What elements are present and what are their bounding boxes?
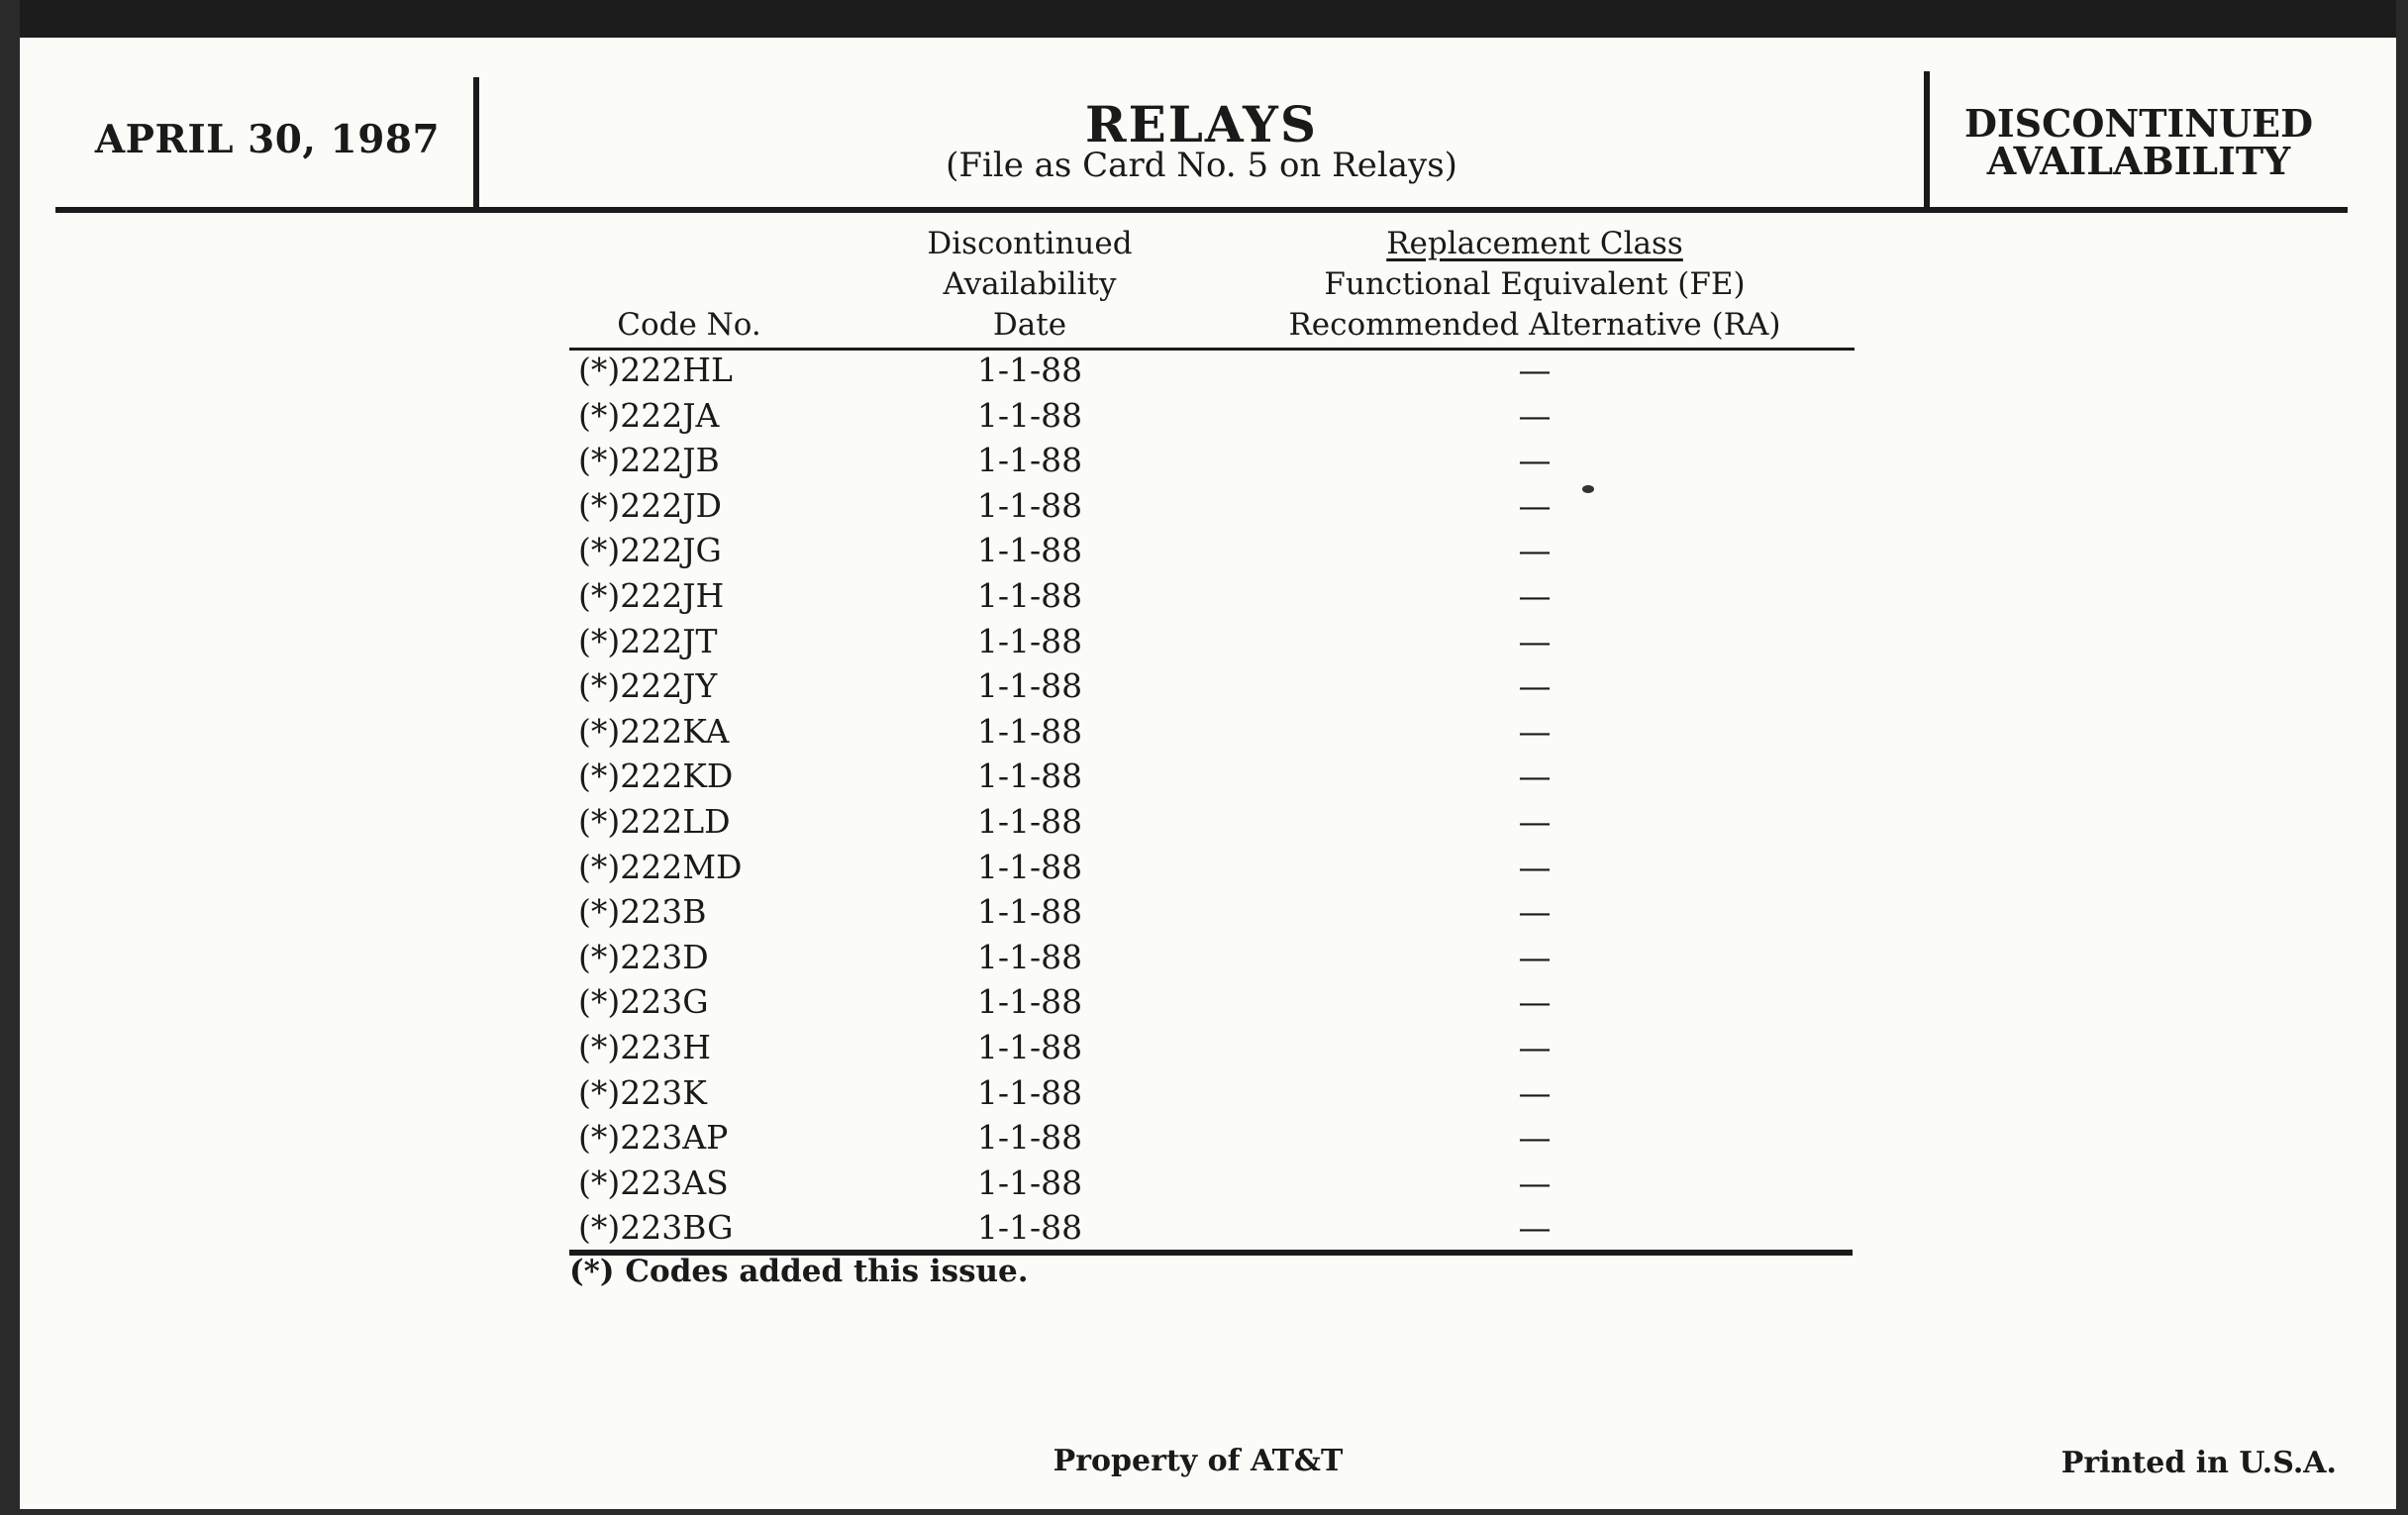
date-cell: 1-1-88 [976, 1072, 1083, 1112]
replacement-cell: — [1518, 1072, 1552, 1112]
date-cell: 1-1-88 [976, 666, 1083, 706]
replacement-cell: — [1518, 666, 1552, 706]
code-cell: (*)222JB [578, 441, 720, 480]
code-cell: (*)223AP [578, 1118, 729, 1158]
code-cell: (*)222KD [578, 757, 734, 796]
date-cell: 1-1-88 [976, 575, 1083, 615]
replacement-cell: — [1518, 621, 1552, 660]
replacement-cell: — [1518, 575, 1552, 615]
replacement-cell: — [1518, 1118, 1552, 1158]
column-header-replacement [1238, 224, 1832, 346]
date-cell: 1-1-88 [976, 982, 1083, 1022]
footnote: (*) Codes added this issue. [569, 1254, 1029, 1289]
table-row [0, 757, 2408, 802]
date-header-line-2: Availability [943, 266, 1117, 302]
scan-border-bottom [0, 1509, 2408, 1515]
date-cell: 1-1-88 [976, 395, 1083, 435]
date-header-line-3: Date [992, 307, 1067, 343]
header-rule [55, 207, 2348, 213]
replacement-cell: — [1518, 892, 1552, 932]
date-cell: 1-1-88 [976, 892, 1083, 932]
table-row [0, 666, 2408, 712]
code-cell: (*)223H [578, 1027, 712, 1066]
replacement-cell: — [1518, 351, 1552, 389]
date-cell: 1-1-88 [976, 937, 1083, 976]
table-row [0, 486, 2408, 532]
table-row [0, 1208, 2408, 1254]
replacement-cell: — [1518, 982, 1552, 1022]
date-cell: 1-1-88 [976, 847, 1083, 886]
table-row [0, 351, 2408, 396]
code-cell: (*)222JA [578, 395, 720, 435]
table-row [0, 622, 2408, 667]
issue-date: APRIL 30, 1987 [94, 117, 441, 162]
table-row [0, 1028, 2408, 1073]
card-title: RELAYS [1085, 95, 1318, 153]
code-cell: (*)222MD [578, 847, 743, 886]
date-cell: 1-1-88 [976, 757, 1083, 796]
replacement-cell: — [1518, 801, 1552, 841]
code-cell: (*)222LD [578, 801, 731, 841]
table-row [0, 1118, 2408, 1163]
code-cell: (*)222KA [578, 711, 730, 751]
table-row [0, 531, 2408, 576]
table-row [0, 441, 2408, 486]
code-cell: (*)222JG [578, 531, 722, 570]
date-cell: 1-1-88 [976, 351, 1083, 389]
date-cell: 1-1-88 [976, 531, 1083, 570]
date-cell: 1-1-88 [976, 441, 1083, 480]
replacement-header-line-1: Replacement Class [1386, 226, 1683, 261]
scan-speck [1582, 485, 1594, 493]
replacement-header-line-3: Recommended Alternative (RA) [1288, 307, 1781, 343]
date-cell: 1-1-88 [976, 1027, 1083, 1066]
replacement-cell: — [1518, 937, 1552, 976]
code-cell: (*)223D [578, 937, 709, 976]
date-cell: 1-1-88 [976, 801, 1083, 841]
code-cell: (*)223K [578, 1072, 707, 1112]
replacement-cell: — [1518, 531, 1552, 570]
table-row [0, 1073, 2408, 1119]
replacement-cell: — [1518, 757, 1552, 796]
replacement-cell: — [1518, 441, 1552, 480]
date-cell: 1-1-88 [976, 711, 1083, 751]
replacement-cell: — [1518, 485, 1552, 525]
table-row [0, 1163, 2408, 1209]
status-line-1: DISCONTINUED [1963, 101, 2314, 146]
date-cell: 1-1-88 [976, 621, 1083, 660]
scan-border-top [0, 0, 2408, 38]
column-header-date [891, 224, 1168, 346]
date-header-line-1: Discontinued [927, 226, 1133, 261]
footer-printed: Printed in U.S.A. [2060, 1446, 2337, 1480]
code-cell: (*)223BG [578, 1208, 734, 1248]
date-cell: 1-1-88 [976, 1162, 1083, 1202]
replacement-cell: — [1518, 711, 1552, 751]
replacement-header-line-2: Functional Equivalent (FE) [1324, 266, 1746, 302]
table-row [0, 576, 2408, 622]
code-cell: (*)222JY [578, 666, 718, 706]
code-cell: (*)223B [578, 892, 707, 932]
status-heading [1930, 101, 2348, 183]
code-table-body [0, 351, 2408, 1254]
column-header-code: Code No. [617, 307, 761, 343]
replacement-cell: — [1518, 1162, 1552, 1202]
replacement-cell: — [1518, 1027, 1552, 1066]
code-cell: (*)222HL [578, 351, 733, 389]
replacement-cell: — [1518, 847, 1552, 886]
table-row [0, 892, 2408, 938]
date-cell: 1-1-88 [976, 1208, 1083, 1248]
date-cell: 1-1-88 [976, 485, 1083, 525]
code-cell: (*)222JT [578, 621, 718, 660]
table-row [0, 982, 2408, 1028]
replacement-cell: — [1518, 395, 1552, 435]
table-row [0, 396, 2408, 442]
status-line-2: AVAILABILITY [1986, 139, 2291, 183]
code-cell: (*)223AS [578, 1162, 729, 1202]
card-subtitle: (File as Card No. 5 on Relays) [946, 146, 1457, 185]
code-cell: (*)223G [578, 982, 709, 1022]
table-row [0, 938, 2408, 983]
footer-property: Property of AT&T [1053, 1444, 1344, 1478]
table-row [0, 848, 2408, 893]
date-cell: 1-1-88 [976, 1118, 1083, 1158]
replacement-cell: — [1518, 1208, 1552, 1248]
code-cell: (*)222JD [578, 485, 722, 525]
table-row [0, 712, 2408, 758]
table-row [0, 802, 2408, 848]
code-cell: (*)222JH [578, 575, 725, 615]
